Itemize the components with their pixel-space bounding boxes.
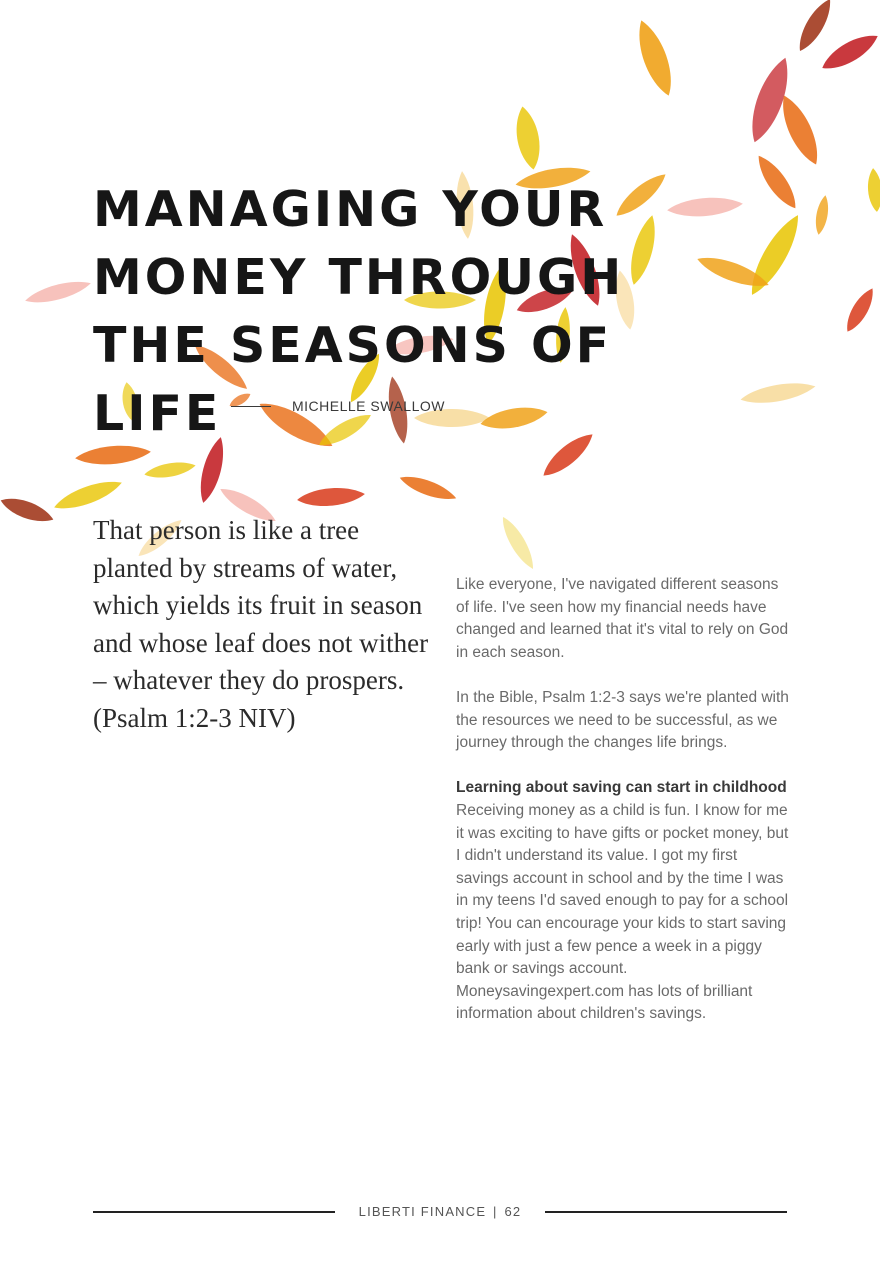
section-heading: Learning about saving can start in childhood — [456, 779, 787, 797]
leaf-shape — [512, 105, 544, 172]
article-title: MANAGING YOUR MONEY THROUGH THE SEASONS OF LIFE — [93, 181, 625, 442]
footer-rule-right — [545, 1211, 787, 1213]
leaf-shape — [743, 210, 808, 301]
leaf-shape — [397, 471, 458, 505]
body-paragraph: In the Bible, Psalm 1:2-3 says we're planted with the resources we need to be successful, as we journey through the changes life brings. — [456, 688, 789, 752]
leaf-shape — [866, 167, 880, 212]
leaf-shape — [23, 276, 92, 308]
author-name: MICHELLE SWALLOW — [292, 398, 445, 414]
author-divider — [231, 406, 271, 407]
leaf-shape — [143, 459, 197, 481]
article-body — [456, 574, 792, 1026]
leaf-shape — [739, 378, 817, 407]
leaf-shape — [841, 285, 879, 336]
leaf-shape — [0, 493, 56, 528]
pull-quote: That person is like a tree planted by streams of water, which yields its fruit in season and whose leaf does not wither – whatever they do prospers. (Psalm 1:2-3 NIV) — [93, 515, 429, 733]
leaf-shape — [813, 194, 831, 235]
footer-separator: | — [493, 1204, 498, 1219]
leaf-shape — [51, 475, 124, 516]
body-paragraph: Like everyone, I've navigated different seasons of life. I've seen how my financial needs have changed and learned that it's vital to rely on God in each season. — [456, 576, 789, 661]
leaf-shape — [818, 28, 880, 76]
leaf-shape — [751, 151, 802, 214]
leaf-shape — [666, 195, 743, 220]
leaf-shape — [631, 17, 680, 100]
leaf-shape — [497, 513, 539, 572]
page-number: 62 — [504, 1204, 522, 1219]
leaf-shape — [793, 0, 837, 55]
leaf-shape — [296, 485, 365, 508]
publication-name: LIBERTI FINANCE — [358, 1204, 487, 1219]
body-paragraph: Receiving money as a child is fun. I know for me it was exciting to have gifts or pocket money, but I didn't understand its value. I got my first savings account in school and by the time I was in my teens I'd saved enough to pay for a school trip! You can encourage your kids to start saving early with just a few pence a week in a piggy bank or savings account. Moneysavingexpert.com has lots of brilliant information about children's savings. — [456, 801, 789, 1023]
